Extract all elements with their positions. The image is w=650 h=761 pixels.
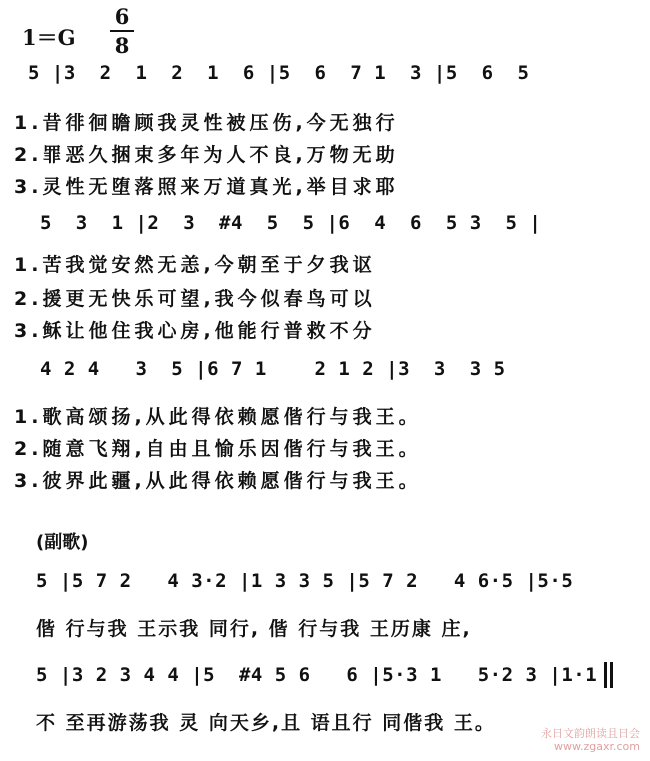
lyric-line: 3.彼界此疆,从此得依赖愿偕行与我王。 [14, 470, 422, 492]
chorus-notation-line: 5 |5 7 2 4 3·2 |1 3 3 5 |5 7 2 4 6·5 |5·5 [36, 570, 574, 592]
lyric-line: 1.苦我觉安然无恙,今朝至于夕我讴 [14, 254, 376, 276]
time-signature-top: 6 [114, 4, 130, 29]
notation-line: 5 |3 2 1 2 1 6 |5 6 7 1 3 |5 6 5 [28, 62, 530, 84]
lyric-line: 2.随意飞翔,自由且愉乐因偕行与我王。 [14, 438, 422, 460]
chorus-notation-line: 5 |3 2 3 4 4 |5 #4 5 6 6 |5·3 1 5·2 3 |1·1 [36, 664, 598, 686]
chorus-label: (副歌) [36, 532, 89, 553]
chorus-lyric-line: 不 至再游荡我 灵 向天乡,且 语且行 同偕我 王。 [36, 712, 496, 734]
lyric-line: 2.罪恶久捆束多年为人不良,万物无助 [14, 144, 399, 166]
time-signature-divider [110, 30, 134, 32]
watermark [541, 727, 640, 753]
lyric-line: 1.昔徘徊瞻顾我灵性被压伤,今无独行 [14, 112, 399, 134]
chorus-lyric-line: 偕 行与我 王示我 同行, 偕 行与我 王历康 庄, [36, 618, 472, 640]
lyric-line: 1.歌高颂扬,从此得依赖愿偕行与我王。 [14, 406, 422, 428]
notation-line: 5 3 1 |2 3 #4 5 5 |6 4 6 5 3 5 | [28, 212, 542, 234]
final-barline [604, 662, 607, 688]
lyric-line: 3.稣让他住我心房,他能行普救不分 [14, 320, 376, 342]
lyric-line: 3.灵性无堕落照来万道真光,举目求耶 [14, 176, 399, 198]
notation-line: 4 2 4 3 5 |6 7 1 2 1 2 |3 3 3 5 [28, 358, 506, 380]
final-barline [610, 662, 613, 688]
lyric-line: 2.援更无快乐可望,我今似春鸟可以 [14, 288, 376, 310]
key-signature: 1＝G [22, 25, 76, 50]
watermark-text: 永日文韵朗读且日会 [541, 727, 640, 740]
time-signature [110, 4, 134, 58]
time-signature-bottom: 8 [114, 33, 130, 58]
watermark-url: www.zgaxr.com [554, 740, 640, 753]
